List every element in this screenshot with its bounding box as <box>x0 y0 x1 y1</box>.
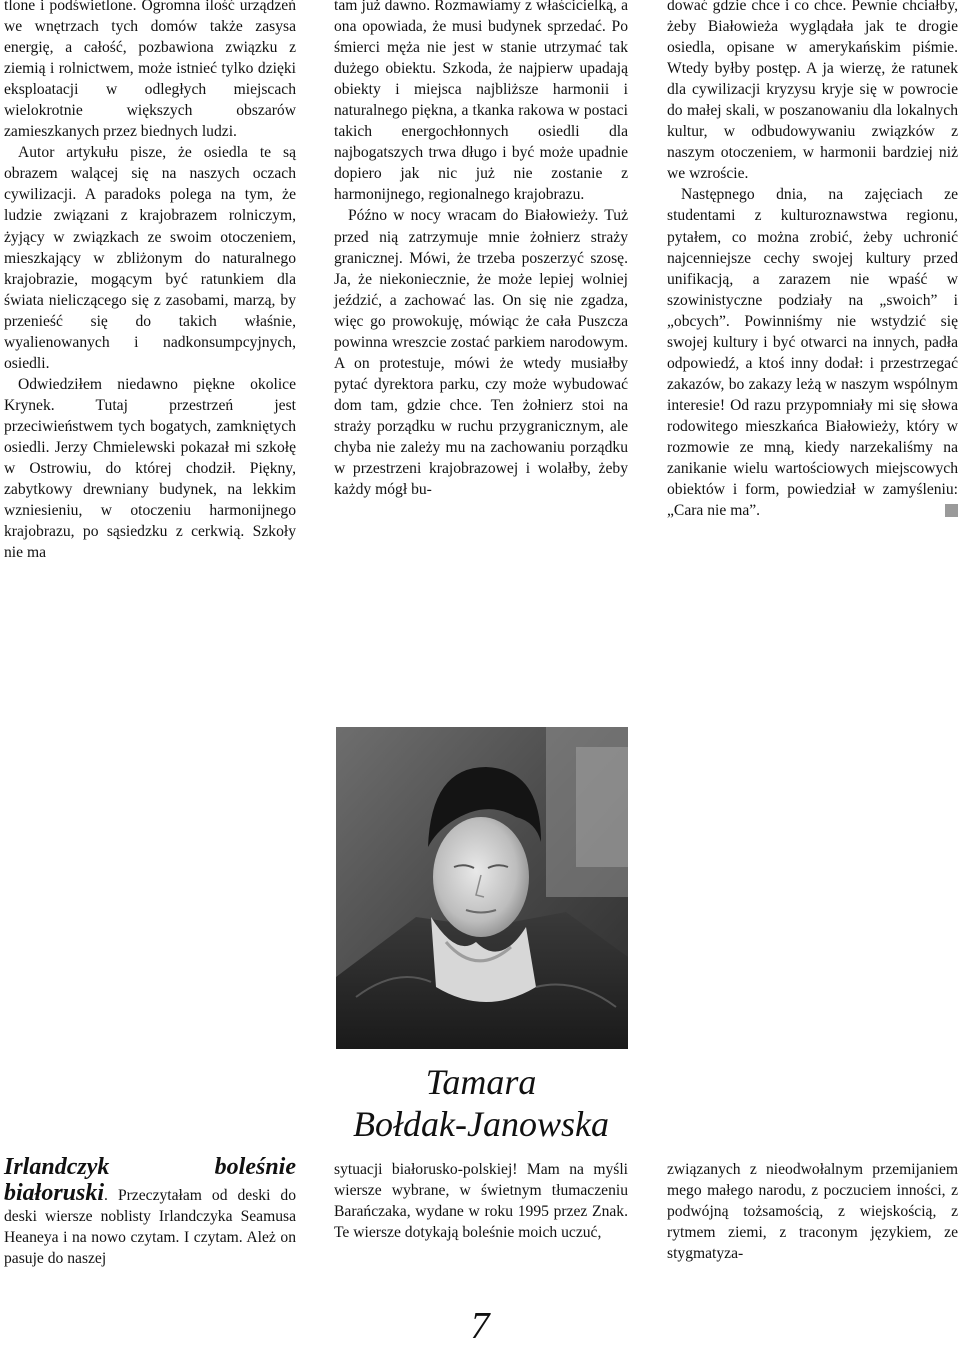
end-of-article-marker <box>945 504 958 517</box>
section-text: sytuacji białorusko-polskiej! Mam na myśli wiersze wybrane, w świetnym tłumaczeniu Barańczaka, wydane w roku 1995 przez Znak. Te wiersze dotykają boleśnie moich uczuć, <box>334 1161 628 1242</box>
section-text: Przeczytałam od deski do deski wiersze noblisty Irlandczyka Seamusa Heaneya i na nowo czytam. I czytam. Ależ on pasuje do naszej <box>4 1187 296 1268</box>
section-column-left <box>4 1154 296 1269</box>
section-column-right <box>667 1159 958 1264</box>
article-paragraph: Autor artykułu pisze, że osiedla te są obrazem walącej się na naszych oczach cywilizacji. A paradoks polega na tym, że ludzie związani z krajobrazem rolniczym, żyjący w związkach ze swoim otoczeniem, mieszkający w zbliżonym do naturalnego krajobrazie, mogącym być ratunkiem dla świata nieliczącego się z zasobami, marzą, by przenieść się do takich właśnie, wyalienowanych i nadkonsumpcyjnych, osiedli. <box>4 144 296 372</box>
article-paragraph: dować gdzie chce i co chce. Pewnie chciałby, żeby Białowieża wyglądała jak te drogie osiedla, opisane w amerykańskim piśmie. Wtedy byłby postęp. A ja wierzę, że ratunek dla cywilizacji kryzysu kryje się w powrocie do małej skali, w poszanowaniu dla lokalnych kultur, w odbudowywaniu związków z naszym otoczeniem, w harmonii bardziej niż we wzroście. <box>667 0 958 183</box>
section-text: związanych z nieodwołalnym przemijaniem mego małego narodu, z poczuciem inności, z podwójną tożsamością, z wiejskością, z rytmem ziemi, z traconym językiem, ze stygmatyza- <box>667 1161 958 1263</box>
section-heading-period: . <box>104 1187 108 1205</box>
author-first-name: Tamara <box>425 1062 537 1102</box>
author-portrait-image <box>336 727 628 1049</box>
article-paragraph: Późno w nocy wracam do Białowieży. Tuż przed nią zatrzymuje mnie żołnierz straży granicznej. Mówi, że trzeba poszerzyć szosę. Ja, że niekoniecznie, że może lepiej wolniej jeździć, a zachować las. On się nie zgadza, więc go prowokuję, mówiąc że cała Puszcza powinna wreszcie zostać parkiem narodowym. A on protestuje, mówi że wtedy musiałby pytać dyrektora parku, czy może wybudować dom tam, gdzie chce. Ten żołnierz stoi na straży porządku w ruchu przygranicznym, ale chyba nie zależy mu na zachowaniu porządku w przestrzeni krajobrazowej i wolałby, żeby każdy mógł bu- <box>334 207 628 499</box>
article-column-left <box>4 0 296 563</box>
article-column-middle <box>334 0 628 500</box>
article-paragraph: tam już dawno. Rozmawiamy z właścicielką, a ona opowiada, że musi budynek sprzedać. Po śmierci męża nie jest w stanie utrzymać tak dużego obiektu. Szkoda, że najpierw upadają obiekty i miejsca najbliższe harmonii i naturalnego piękna, a tkanka rakowa w postaci takich energochłonnych osiedli dla najbogatszych trwa długo i być może upadnie dopiero jak nic już nie zostanie z harmonijnego, regionalnego krajobrazu. <box>334 0 628 204</box>
article-paragraph: tlone i podświetlone. Ogromna ilość urządzeń we wnętrzach tych domów także zasysa energię, a całość, pozbawiona związku z ziemią i rolnictwem, może istnieć tylko dzięki eksploatacji w odległych miejscach wielokrotnie większych obszarów zamieszkanych przez biednych ludzi. <box>4 0 296 141</box>
author-name <box>334 1061 628 1145</box>
article-paragraph: Odwiedziłem niedawno piękne okolice Krynek. Tutaj przestrzeń jest przeciwieństwem tych bogatych, zamkniętych osiedli. Jerzy Chmielewski pokazał mi szkołę w Ostrowiu, do której chodził. Piękny, zabytkowy drewniany budynek, na lekkim wzniesieniu, w otoczeniu harmonijnego krajobrazu, po sąsiedzku z cerkwią. Szkoły nie ma <box>4 375 296 562</box>
article-column-right <box>667 0 958 521</box>
author-photo <box>336 727 628 1049</box>
page-number: 7 <box>470 1305 490 1347</box>
section-paragraph <box>4 1154 296 1269</box>
article-paragraph-text: Następnego dnia, na zajęciach ze studentami z kulturoznawstwa regionu, pytałem, co można zrobić, żeby uchronić najcenniejsze cechy swojej kultury przed unifikacją, a zarazem nie wpaść w szowinistyczne podziały na „swoich” i „obcych”. Powinniśmy nie wstydzić się swojej kultury i być otwarci na innych, padła odpowiedź, a ktoś inny dodał: i przestrzegać zakazów, bo zakazy leżą w naszym wspólnym interesie! Od razu przypomniały mi się słowa rodowitego mieszkańca Białowieży, który w rozmowie ze mną, kiedy narzekaliśmy na zanikanie wielu wartościowych miejscowych obiektów i form, powiedział w zamyśleniu: „Cara nie ma”. <box>667 186 958 520</box>
author-last-name: Bołdak-Janowska <box>353 1104 609 1144</box>
section-column-middle <box>334 1159 628 1243</box>
section-heading: Irlandczyk boleśnie białoruski <box>4 1154 296 1207</box>
article-paragraph <box>667 184 958 521</box>
